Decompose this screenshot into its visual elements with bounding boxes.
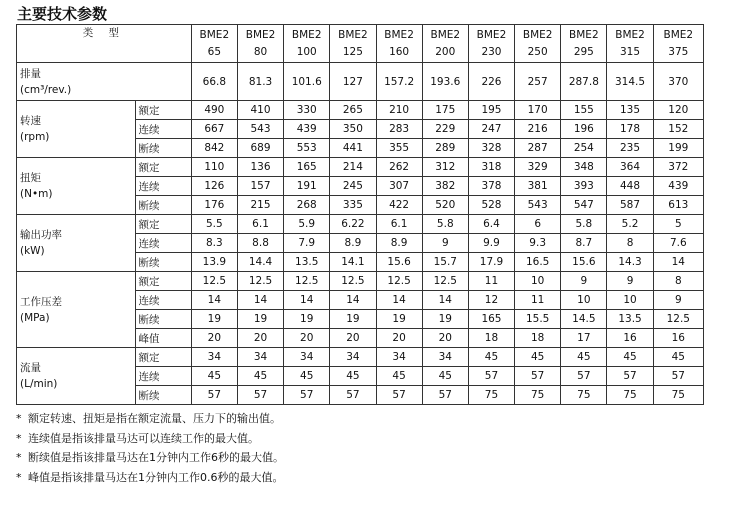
model-size: 230 xyxy=(481,45,502,58)
value-cell: 57 xyxy=(422,386,468,405)
value-cell: 287.8 xyxy=(561,63,607,101)
value-cell: 9 xyxy=(561,272,607,291)
condition-label: 额定 xyxy=(135,101,191,120)
value-cell: 265 xyxy=(330,101,376,120)
value-cell: 34 xyxy=(284,348,330,367)
condition-label: 额定 xyxy=(135,215,191,234)
value-cell: 13.5 xyxy=(607,310,653,329)
value-cell: 12.5 xyxy=(330,272,376,291)
value-cell: 11 xyxy=(468,272,514,291)
value-cell: 57 xyxy=(561,367,607,386)
value-cell: 448 xyxy=(607,177,653,196)
value-cell: 667 xyxy=(191,120,237,139)
value-cell: 14 xyxy=(330,291,376,310)
value-cell: 9 xyxy=(607,272,653,291)
type-header: 类 型 xyxy=(17,25,192,63)
model-size: 200 xyxy=(435,45,456,58)
value-cell: 10 xyxy=(561,291,607,310)
asterisk-mark: * xyxy=(16,470,22,484)
value-cell: 9 xyxy=(422,234,468,253)
model-series: BME2 xyxy=(338,28,368,41)
value-cell: 14.3 xyxy=(607,253,653,272)
value-cell: 57 xyxy=(653,367,703,386)
value-cell: 20 xyxy=(422,329,468,348)
value-cell: 126 xyxy=(191,177,237,196)
value-cell: 6.4 xyxy=(468,215,514,234)
value-cell: 5.9 xyxy=(284,215,330,234)
value-cell: 689 xyxy=(237,139,283,158)
value-cell: 34 xyxy=(376,348,422,367)
value-cell: 268 xyxy=(284,196,330,215)
model-header xyxy=(284,25,330,63)
value-cell: 19 xyxy=(330,310,376,329)
value-cell: 842 xyxy=(191,139,237,158)
model-series: BME2 xyxy=(615,28,645,41)
value-cell: 6.1 xyxy=(376,215,422,234)
param-label xyxy=(17,63,192,101)
value-cell: 5.8 xyxy=(561,215,607,234)
value-cell: 57 xyxy=(376,386,422,405)
value-cell: 8.7 xyxy=(561,234,607,253)
value-cell: 8.9 xyxy=(376,234,422,253)
value-cell: 350 xyxy=(330,120,376,139)
param-label xyxy=(17,272,136,348)
value-cell: 378 xyxy=(468,177,514,196)
param-name: 扭矩 xyxy=(20,172,41,184)
asterisk-mark: * xyxy=(16,431,22,445)
value-cell: 7.9 xyxy=(284,234,330,253)
footnote-text: 断续值是指该排量马达在1分钟内工作6秒的最大值。 xyxy=(28,451,284,464)
value-cell: 312 xyxy=(422,158,468,177)
value-cell: 254 xyxy=(561,139,607,158)
value-cell: 6.22 xyxy=(330,215,376,234)
value-cell: 410 xyxy=(237,101,283,120)
value-cell: 18 xyxy=(468,329,514,348)
table-row xyxy=(17,215,704,234)
value-cell: 318 xyxy=(468,158,514,177)
value-cell: 127 xyxy=(330,63,376,101)
param-unit: (kW) xyxy=(20,245,45,257)
value-cell: 381 xyxy=(515,177,561,196)
value-cell: 45 xyxy=(191,367,237,386)
condition-label: 额定 xyxy=(135,348,191,367)
value-cell: 75 xyxy=(515,386,561,405)
value-cell: 8.8 xyxy=(237,234,283,253)
value-cell: 226 xyxy=(468,63,514,101)
model-header xyxy=(653,25,703,63)
value-cell: 5 xyxy=(653,215,703,234)
value-cell: 262 xyxy=(376,158,422,177)
footnote xyxy=(16,409,284,429)
value-cell: 15.7 xyxy=(422,253,468,272)
value-cell: 613 xyxy=(653,196,703,215)
model-header xyxy=(515,25,561,63)
footnotes xyxy=(16,409,284,487)
param-name: 转速 xyxy=(20,115,41,127)
value-cell: 13.9 xyxy=(191,253,237,272)
value-cell: 439 xyxy=(284,120,330,139)
value-cell: 8.3 xyxy=(191,234,237,253)
value-cell: 370 xyxy=(653,63,703,101)
value-cell: 12.5 xyxy=(653,310,703,329)
value-cell: 14 xyxy=(284,291,330,310)
condition-label: 连续 xyxy=(135,234,191,253)
table-row xyxy=(17,272,704,291)
value-cell: 18 xyxy=(515,329,561,348)
value-cell: 12.5 xyxy=(422,272,468,291)
value-cell: 196 xyxy=(561,120,607,139)
value-cell: 57 xyxy=(237,386,283,405)
footnote-text: 峰值是指该排量马达在1分钟内工作0.6秒的最大值。 xyxy=(28,470,284,484)
model-size: 65 xyxy=(207,45,222,58)
value-cell: 14 xyxy=(422,291,468,310)
value-cell: 393 xyxy=(561,177,607,196)
value-cell: 547 xyxy=(561,196,607,215)
value-cell: 8 xyxy=(607,234,653,253)
model-size: 295 xyxy=(573,45,594,58)
value-cell: 16 xyxy=(653,329,703,348)
value-cell: 15.6 xyxy=(561,253,607,272)
value-cell: 5.5 xyxy=(191,215,237,234)
condition-label: 断续 xyxy=(135,310,191,329)
condition-label: 断续 xyxy=(135,386,191,405)
condition-label: 断续 xyxy=(135,139,191,158)
model-size: 125 xyxy=(342,45,363,58)
header-row xyxy=(17,25,704,63)
value-cell: 170 xyxy=(515,101,561,120)
value-cell: 348 xyxy=(561,158,607,177)
value-cell: 422 xyxy=(376,196,422,215)
value-cell: 45 xyxy=(237,367,283,386)
value-cell: 15.5 xyxy=(515,310,561,329)
value-cell: 199 xyxy=(653,139,703,158)
value-cell: 45 xyxy=(607,348,653,367)
value-cell: 490 xyxy=(191,101,237,120)
footnote xyxy=(16,429,284,449)
value-cell: 75 xyxy=(653,386,703,405)
footnote xyxy=(16,448,284,468)
value-cell: 14 xyxy=(237,291,283,310)
value-cell: 247 xyxy=(468,120,514,139)
condition-label: 连续 xyxy=(135,291,191,310)
value-cell: 45 xyxy=(468,348,514,367)
value-cell: 20 xyxy=(284,329,330,348)
param-unit: (rpm) xyxy=(20,131,50,143)
param-unit: (MPa) xyxy=(20,311,50,324)
model-header xyxy=(237,25,283,63)
model-series: BME2 xyxy=(430,28,461,41)
model-header xyxy=(191,25,237,63)
value-cell: 45 xyxy=(561,348,607,367)
value-cell: 12.5 xyxy=(237,272,283,291)
value-cell: 364 xyxy=(607,158,653,177)
value-cell: 20 xyxy=(237,329,283,348)
value-cell: 34 xyxy=(330,348,376,367)
table-row xyxy=(17,348,704,367)
value-cell: 5.2 xyxy=(607,215,653,234)
value-cell: 45 xyxy=(376,367,422,386)
value-cell: 382 xyxy=(422,177,468,196)
value-cell: 34 xyxy=(422,348,468,367)
value-cell: 45 xyxy=(330,367,376,386)
value-cell: 75 xyxy=(468,386,514,405)
value-cell: 157.2 xyxy=(376,63,422,101)
value-cell: 11 xyxy=(515,291,561,310)
model-header xyxy=(561,25,607,63)
condition-label: 额定 xyxy=(135,272,191,291)
value-cell: 6 xyxy=(515,215,561,234)
value-cell: 20 xyxy=(191,329,237,348)
value-cell: 12 xyxy=(468,291,514,310)
value-cell: 34 xyxy=(191,348,237,367)
value-cell: 75 xyxy=(607,386,653,405)
value-cell: 543 xyxy=(515,196,561,215)
model-series: BME2 xyxy=(476,28,507,41)
value-cell: 9.9 xyxy=(468,234,514,253)
value-cell: 101.6 xyxy=(284,63,330,101)
param-name: 流量 xyxy=(20,362,41,374)
condition-label: 额定 xyxy=(135,158,191,177)
condition-label: 断续 xyxy=(135,253,191,272)
value-cell: 136 xyxy=(237,158,283,177)
table-row xyxy=(17,101,704,120)
value-cell: 176 xyxy=(191,196,237,215)
model-size: 375 xyxy=(668,45,689,58)
value-cell: 330 xyxy=(284,101,330,120)
value-cell: 543 xyxy=(237,120,283,139)
footnote-text: 连续值是指该排量马达可以连续工作的最大值。 xyxy=(28,431,259,445)
model-header xyxy=(376,25,422,63)
value-cell: 17 xyxy=(561,329,607,348)
value-cell: 57 xyxy=(330,386,376,405)
value-cell: 81.3 xyxy=(237,63,283,101)
value-cell: 587 xyxy=(607,196,653,215)
condition-label: 连续 xyxy=(135,367,191,386)
value-cell: 441 xyxy=(330,139,376,158)
value-cell: 57 xyxy=(607,367,653,386)
param-label xyxy=(17,101,136,158)
model-series: BME2 xyxy=(384,28,414,41)
value-cell: 307 xyxy=(376,177,422,196)
value-cell: 19 xyxy=(191,310,237,329)
param-name: 工作压差 xyxy=(20,295,62,308)
value-cell: 214 xyxy=(330,158,376,177)
value-cell: 5.8 xyxy=(422,215,468,234)
model-header xyxy=(607,25,653,63)
value-cell: 19 xyxy=(284,310,330,329)
value-cell: 155 xyxy=(561,101,607,120)
value-cell: 19 xyxy=(376,310,422,329)
model-header xyxy=(422,25,468,63)
value-cell: 66.8 xyxy=(191,63,237,101)
value-cell: 14.5 xyxy=(561,310,607,329)
value-cell: 12.5 xyxy=(284,272,330,291)
value-cell: 439 xyxy=(653,177,703,196)
model-size: 80 xyxy=(253,45,268,58)
value-cell: 14 xyxy=(653,253,703,272)
param-label xyxy=(17,158,136,215)
condition-label: 连续 xyxy=(135,177,191,196)
value-cell: 34 xyxy=(237,348,283,367)
model-header xyxy=(468,25,514,63)
value-cell: 57 xyxy=(284,386,330,405)
page-title: 主要技术参数 xyxy=(17,5,108,23)
param-unit: (cm³/rev.) xyxy=(20,83,72,96)
model-size: 100 xyxy=(296,45,317,58)
value-cell: 12.5 xyxy=(376,272,422,291)
value-cell: 15.6 xyxy=(376,253,422,272)
value-cell: 75 xyxy=(561,386,607,405)
condition-label: 峰值 xyxy=(135,329,191,348)
value-cell: 175 xyxy=(422,101,468,120)
param-unit: (L/min) xyxy=(20,378,58,390)
asterisk-mark: * xyxy=(16,451,22,464)
condition-label: 连续 xyxy=(135,120,191,139)
value-cell: 45 xyxy=(653,348,703,367)
model-series: BME2 xyxy=(245,28,276,41)
value-cell: 45 xyxy=(284,367,330,386)
value-cell: 328 xyxy=(468,139,514,158)
value-cell: 245 xyxy=(330,177,376,196)
value-cell: 6.1 xyxy=(237,215,283,234)
value-cell: 13.5 xyxy=(284,253,330,272)
value-cell: 19 xyxy=(237,310,283,329)
value-cell: 57 xyxy=(468,367,514,386)
value-cell: 157 xyxy=(237,177,283,196)
value-cell: 372 xyxy=(653,158,703,177)
value-cell: 528 xyxy=(468,196,514,215)
value-cell: 355 xyxy=(376,139,422,158)
value-cell: 10 xyxy=(515,272,561,291)
value-cell: 14 xyxy=(376,291,422,310)
value-cell: 216 xyxy=(515,120,561,139)
model-series: BME2 xyxy=(522,28,553,41)
value-cell: 7.6 xyxy=(653,234,703,253)
value-cell: 283 xyxy=(376,120,422,139)
value-cell: 257 xyxy=(515,63,561,101)
value-cell: 57 xyxy=(515,367,561,386)
footnote-text: 额定转速、扭矩是指在额定流量、压力下的输出值。 xyxy=(28,412,281,425)
value-cell: 12.5 xyxy=(191,272,237,291)
value-cell: 165 xyxy=(468,310,514,329)
value-cell: 210 xyxy=(376,101,422,120)
value-cell: 329 xyxy=(515,158,561,177)
value-cell: 9.3 xyxy=(515,234,561,253)
value-cell: 165 xyxy=(284,158,330,177)
model-series: BME2 xyxy=(291,28,322,41)
model-series: BME2 xyxy=(663,28,694,41)
model-size: 160 xyxy=(389,45,410,58)
param-unit: (N•m) xyxy=(20,188,53,200)
value-cell: 178 xyxy=(607,120,653,139)
model-size: 315 xyxy=(620,45,641,58)
value-cell: 45 xyxy=(422,367,468,386)
param-name: 输出功率 xyxy=(20,229,62,241)
model-size: 250 xyxy=(527,45,548,58)
asterisk-mark: * xyxy=(16,412,22,425)
value-cell: 8.9 xyxy=(330,234,376,253)
value-cell: 9 xyxy=(653,291,703,310)
value-cell: 14 xyxy=(191,291,237,310)
param-label xyxy=(17,348,136,405)
value-cell: 235 xyxy=(607,139,653,158)
value-cell: 520 xyxy=(422,196,468,215)
value-cell: 110 xyxy=(191,158,237,177)
condition-label: 断续 xyxy=(135,196,191,215)
value-cell: 191 xyxy=(284,177,330,196)
value-cell: 20 xyxy=(376,329,422,348)
table-row xyxy=(17,158,704,177)
value-cell: 193.6 xyxy=(422,63,468,101)
value-cell: 335 xyxy=(330,196,376,215)
value-cell: 229 xyxy=(422,120,468,139)
value-cell: 120 xyxy=(653,101,703,120)
value-cell: 215 xyxy=(237,196,283,215)
value-cell: 287 xyxy=(515,139,561,158)
footnote xyxy=(16,468,284,488)
value-cell: 14.1 xyxy=(330,253,376,272)
value-cell: 16 xyxy=(607,329,653,348)
value-cell: 195 xyxy=(468,101,514,120)
value-cell: 19 xyxy=(422,310,468,329)
model-series: BME2 xyxy=(569,28,599,41)
value-cell: 17.9 xyxy=(468,253,514,272)
value-cell: 152 xyxy=(653,120,703,139)
value-cell: 16.5 xyxy=(515,253,561,272)
value-cell: 57 xyxy=(191,386,237,405)
value-cell: 14.4 xyxy=(237,253,283,272)
value-cell: 314.5 xyxy=(607,63,653,101)
value-cell: 10 xyxy=(607,291,653,310)
param-label xyxy=(17,215,136,272)
value-cell: 45 xyxy=(515,348,561,367)
table-row xyxy=(17,63,704,101)
value-cell: 289 xyxy=(422,139,468,158)
spec-table xyxy=(16,24,704,405)
param-name: 排量 xyxy=(20,67,41,80)
model-series: BME2 xyxy=(199,28,230,41)
value-cell: 553 xyxy=(284,139,330,158)
value-cell: 20 xyxy=(330,329,376,348)
model-header xyxy=(330,25,376,63)
value-cell: 8 xyxy=(653,272,703,291)
value-cell: 135 xyxy=(607,101,653,120)
